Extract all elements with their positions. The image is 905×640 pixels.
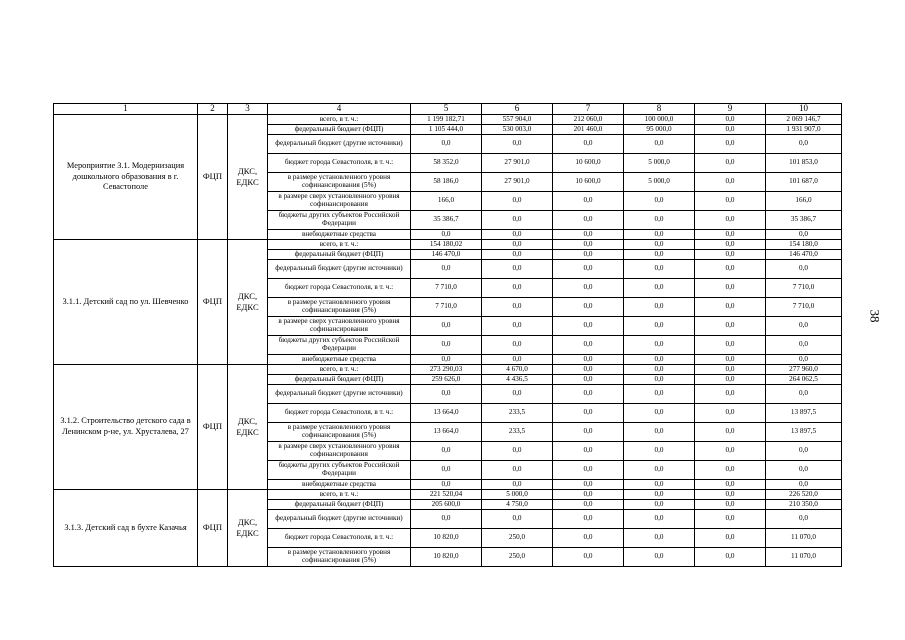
indicator-cell: в размере установленного уровня софинансирования (5%): [268, 173, 411, 192]
indicator-cell: федеральный бюджет (ФЦП): [268, 500, 411, 510]
value-cell: 0,0: [766, 442, 842, 461]
value-cell: 5 000,0: [624, 154, 695, 173]
value-cell: 0,0: [553, 317, 624, 336]
value-cell: 10 820,0: [411, 529, 482, 548]
value-cell: 205 600,0: [411, 500, 482, 510]
value-cell: 0,0: [624, 298, 695, 317]
value-cell: 0,0: [624, 480, 695, 490]
indicator-cell: всего, в т. ч.:: [268, 240, 411, 250]
section-name-cell: Мероприятие 3.1. Модернизация дошкольного образования в г. Севастополе: [54, 115, 198, 240]
value-cell: 0,0: [695, 279, 766, 298]
value-cell: 0,0: [482, 230, 553, 240]
value-cell: 4 436,5: [482, 375, 553, 385]
section-executor-cell: ДКС, ЕДКС: [228, 365, 268, 490]
header-cell: 2: [198, 104, 228, 115]
value-cell: 1 199 182,71: [411, 115, 482, 125]
indicator-cell: бюджеты других субъектов Российской Федерации: [268, 211, 411, 230]
value-cell: 0,0: [695, 365, 766, 375]
value-cell: 0,0: [482, 279, 553, 298]
value-cell: 0,0: [624, 279, 695, 298]
value-cell: 7 710,0: [411, 298, 482, 317]
indicator-cell: внебюджетные средства: [268, 480, 411, 490]
value-cell: 0,0: [553, 279, 624, 298]
value-cell: 0,0: [553, 355, 624, 365]
value-cell: 0,0: [553, 385, 624, 404]
value-cell: 0,0: [695, 260, 766, 279]
value-cell: 1 105 444,0: [411, 125, 482, 135]
value-cell: 0,0: [411, 336, 482, 355]
value-cell: 0,0: [553, 442, 624, 461]
value-cell: 0,0: [482, 192, 553, 211]
header-cell: 9: [695, 104, 766, 115]
value-cell: 0,0: [624, 529, 695, 548]
value-cell: 0,0: [695, 490, 766, 500]
value-cell: 27 901,0: [482, 173, 553, 192]
value-cell: 277 960,0: [766, 365, 842, 375]
value-cell: 10 600,0: [553, 154, 624, 173]
value-cell: 0,0: [695, 125, 766, 135]
value-cell: 7 710,0: [411, 279, 482, 298]
value-cell: 0,0: [695, 461, 766, 480]
section-source-cell: ФЦП: [198, 490, 228, 567]
value-cell: 0,0: [766, 480, 842, 490]
indicator-cell: федеральный бюджет (ФЦП): [268, 125, 411, 135]
indicator-cell: всего, в т. ч.:: [268, 365, 411, 375]
value-cell: 95 000,0: [624, 125, 695, 135]
value-cell: 0,0: [695, 500, 766, 510]
indicator-cell: в размере установленного уровня софинансирования (5%): [268, 298, 411, 317]
value-cell: 0,0: [624, 230, 695, 240]
value-cell: 0,0: [411, 135, 482, 154]
value-cell: 0,0: [624, 260, 695, 279]
value-cell: 2 069 146,7: [766, 115, 842, 125]
header-cell: 7: [553, 104, 624, 115]
value-cell: 0,0: [624, 135, 695, 154]
value-cell: 0,0: [553, 298, 624, 317]
value-cell: 0,0: [624, 192, 695, 211]
value-cell: 1 931 907,0: [766, 125, 842, 135]
indicator-cell: федеральный бюджет (другие источники): [268, 260, 411, 279]
value-cell: 0,0: [482, 298, 553, 317]
value-cell: 0,0: [624, 510, 695, 529]
table-row: [54, 115, 842, 125]
section-source-cell: ФЦП: [198, 365, 228, 490]
value-cell: 0,0: [482, 461, 553, 480]
value-cell: 0,0: [411, 317, 482, 336]
value-cell: 0,0: [482, 510, 553, 529]
value-cell: 11 070,0: [766, 548, 842, 567]
value-cell: 201 460,0: [553, 125, 624, 135]
value-cell: 250,0: [482, 548, 553, 567]
value-cell: 0,0: [695, 385, 766, 404]
value-cell: 0,0: [766, 355, 842, 365]
value-cell: 13 897,5: [766, 404, 842, 423]
value-cell: 0,0: [624, 336, 695, 355]
value-cell: 233,5: [482, 423, 553, 442]
value-cell: 0,0: [553, 375, 624, 385]
value-cell: 13 897,5: [766, 423, 842, 442]
indicator-cell: федеральный бюджет (другие источники): [268, 510, 411, 529]
value-cell: 10 600,0: [553, 173, 624, 192]
value-cell: 557 904,0: [482, 115, 553, 125]
value-cell: 0,0: [553, 135, 624, 154]
value-cell: 0,0: [695, 211, 766, 230]
value-cell: 0,0: [482, 442, 553, 461]
value-cell: 10 820,0: [411, 548, 482, 567]
budget-table: [53, 103, 842, 567]
value-cell: 0,0: [411, 230, 482, 240]
header-cell: 4: [268, 104, 411, 115]
value-cell: 0,0: [553, 240, 624, 250]
value-cell: 0,0: [695, 298, 766, 317]
value-cell: 0,0: [766, 385, 842, 404]
header-cell: 1: [54, 104, 198, 115]
indicator-cell: федеральный бюджет (ФЦП): [268, 250, 411, 260]
section-executor-cell: ДКС, ЕДКС: [228, 490, 268, 567]
header-cell: 8: [624, 104, 695, 115]
value-cell: 0,0: [624, 548, 695, 567]
value-cell: 11 070,0: [766, 529, 842, 548]
value-cell: 154 180,02: [411, 240, 482, 250]
value-cell: 0,0: [411, 260, 482, 279]
value-cell: 166,0: [411, 192, 482, 211]
value-cell: 0,0: [553, 510, 624, 529]
value-cell: 101 853,0: [766, 154, 842, 173]
value-cell: 27 901,0: [482, 154, 553, 173]
value-cell: 146 470,0: [766, 250, 842, 260]
indicator-cell: в размере сверх установленного уровня софинансирования: [268, 192, 411, 211]
value-cell: 0,0: [766, 230, 842, 240]
value-cell: 0,0: [624, 317, 695, 336]
value-cell: 0,0: [553, 500, 624, 510]
value-cell: 0,0: [482, 250, 553, 260]
value-cell: 210 350,0: [766, 500, 842, 510]
value-cell: 0,0: [695, 317, 766, 336]
section-name-cell: 3.1.2. Строительство детского сада в Ленинском р-не, ул. Хрусталева, 27: [54, 365, 198, 490]
value-cell: 0,0: [624, 461, 695, 480]
value-cell: 530 003,0: [482, 125, 553, 135]
section-source-cell: ФЦП: [198, 240, 228, 365]
table-row: [54, 365, 842, 375]
value-cell: 0,0: [695, 250, 766, 260]
value-cell: 0,0: [411, 510, 482, 529]
value-cell: 264 062,5: [766, 375, 842, 385]
value-cell: 0,0: [482, 385, 553, 404]
value-cell: 0,0: [695, 355, 766, 365]
section-name-cell: 3.1.3. Детский сад в бухте Казачья: [54, 490, 198, 567]
value-cell: 154 180,0: [766, 240, 842, 250]
indicator-cell: федеральный бюджет (другие источники): [268, 385, 411, 404]
header-cell: 6: [482, 104, 553, 115]
value-cell: 0,0: [695, 548, 766, 567]
value-cell: 0,0: [624, 211, 695, 230]
table-row: [54, 240, 842, 250]
indicator-cell: бюджеты других субъектов Российской Федерации: [268, 336, 411, 355]
value-cell: 0,0: [695, 230, 766, 240]
value-cell: 0,0: [482, 240, 553, 250]
value-cell: 0,0: [624, 240, 695, 250]
indicator-cell: в размере сверх установленного уровня софинансирования: [268, 317, 411, 336]
value-cell: 226 520,0: [766, 490, 842, 500]
value-cell: 0,0: [482, 355, 553, 365]
indicator-cell: внебюджетные средства: [268, 230, 411, 240]
value-cell: 0,0: [553, 211, 624, 230]
value-cell: 0,0: [695, 336, 766, 355]
value-cell: 0,0: [624, 375, 695, 385]
value-cell: 0,0: [553, 336, 624, 355]
value-cell: 0,0: [695, 192, 766, 211]
value-cell: 0,0: [482, 260, 553, 279]
indicator-cell: бюджет города Севастополя, в т. ч.:: [268, 529, 411, 548]
value-cell: 7 710,0: [766, 298, 842, 317]
section-executor-cell: ДКС, ЕДКС: [228, 115, 268, 240]
value-cell: 4 670,0: [482, 365, 553, 375]
value-cell: 233,5: [482, 404, 553, 423]
indicator-cell: бюджет города Севастополя, в т. ч.:: [268, 404, 411, 423]
indicator-cell: внебюджетные средства: [268, 355, 411, 365]
value-cell: 0,0: [624, 385, 695, 404]
value-cell: 13 664,0: [411, 423, 482, 442]
value-cell: 0,0: [624, 250, 695, 260]
indicator-cell: бюджеты других субъектов Российской Федерации: [268, 461, 411, 480]
value-cell: 35 386,7: [766, 211, 842, 230]
section-name-cell: 3.1.1. Детский сад по ул. Шевченко: [54, 240, 198, 365]
value-cell: 250,0: [482, 529, 553, 548]
value-cell: 0,0: [553, 260, 624, 279]
value-cell: 35 386,7: [411, 211, 482, 230]
value-cell: 0,0: [553, 230, 624, 240]
value-cell: 0,0: [766, 336, 842, 355]
value-cell: 0,0: [411, 355, 482, 365]
value-cell: 0,0: [766, 461, 842, 480]
value-cell: 0,0: [411, 385, 482, 404]
value-cell: 0,0: [624, 442, 695, 461]
header-cell: 10: [766, 104, 842, 115]
value-cell: 0,0: [553, 490, 624, 500]
value-cell: 0,0: [695, 240, 766, 250]
value-cell: 0,0: [411, 480, 482, 490]
value-cell: 212 060,0: [553, 115, 624, 125]
indicator-cell: бюджет города Севастополя, в т. ч.:: [268, 279, 411, 298]
value-cell: 0,0: [695, 423, 766, 442]
value-cell: 166,0: [766, 192, 842, 211]
value-cell: 5 000,0: [624, 173, 695, 192]
value-cell: 0,0: [695, 510, 766, 529]
table-body: [54, 115, 842, 567]
value-cell: 273 290,03: [411, 365, 482, 375]
value-cell: 0,0: [482, 317, 553, 336]
indicator-cell: в размере установленного уровня софинансирования (5%): [268, 548, 411, 567]
value-cell: 0,0: [695, 404, 766, 423]
section-source-cell: ФЦП: [198, 115, 228, 240]
value-cell: 13 664,0: [411, 404, 482, 423]
indicator-cell: всего, в т. ч.:: [268, 490, 411, 500]
value-cell: 0,0: [695, 173, 766, 192]
indicator-cell: в размере сверх установленного уровня софинансирования: [268, 442, 411, 461]
value-cell: 0,0: [695, 442, 766, 461]
value-cell: 0,0: [695, 529, 766, 548]
value-cell: 0,0: [411, 461, 482, 480]
value-cell: 0,0: [766, 317, 842, 336]
value-cell: 4 750,0: [482, 500, 553, 510]
value-cell: 0,0: [553, 250, 624, 260]
value-cell: 0,0: [766, 510, 842, 529]
value-cell: 0,0: [624, 365, 695, 375]
value-cell: 100 000,0: [624, 115, 695, 125]
value-cell: 0,0: [482, 211, 553, 230]
value-cell: 0,0: [624, 423, 695, 442]
value-cell: 0,0: [695, 480, 766, 490]
header-row: [54, 104, 842, 115]
value-cell: 58 352,0: [411, 154, 482, 173]
value-cell: 0,0: [553, 461, 624, 480]
value-cell: 0,0: [624, 355, 695, 365]
value-cell: 7 710,0: [766, 279, 842, 298]
value-cell: 0,0: [624, 500, 695, 510]
value-cell: 0,0: [553, 404, 624, 423]
value-cell: 0,0: [695, 115, 766, 125]
value-cell: 0,0: [766, 135, 842, 154]
value-cell: 0,0: [553, 423, 624, 442]
value-cell: 5 000,0: [482, 490, 553, 500]
header-cell: 5: [411, 104, 482, 115]
value-cell: 0,0: [624, 490, 695, 500]
indicator-cell: всего, в т. ч.:: [268, 115, 411, 125]
value-cell: 0,0: [411, 442, 482, 461]
value-cell: 58 186,0: [411, 173, 482, 192]
section-executor-cell: ДКС, ЕДКС: [228, 240, 268, 365]
value-cell: 0,0: [553, 192, 624, 211]
value-cell: 0,0: [482, 480, 553, 490]
value-cell: 0,0: [553, 529, 624, 548]
value-cell: 0,0: [766, 260, 842, 279]
value-cell: 0,0: [695, 375, 766, 385]
value-cell: 0,0: [553, 365, 624, 375]
table-row: [54, 490, 842, 500]
value-cell: 0,0: [553, 480, 624, 490]
value-cell: 0,0: [624, 404, 695, 423]
value-cell: 0,0: [482, 135, 553, 154]
indicator-cell: бюджет города Севастополя, в т. ч.:: [268, 154, 411, 173]
value-cell: 221 520,04: [411, 490, 482, 500]
page-number: 38: [867, 309, 883, 323]
indicator-cell: федеральный бюджет (другие источники): [268, 135, 411, 154]
value-cell: 259 626,0: [411, 375, 482, 385]
value-cell: 101 687,0: [766, 173, 842, 192]
value-cell: 0,0: [695, 135, 766, 154]
value-cell: 0,0: [482, 336, 553, 355]
header-cell: 3: [228, 104, 268, 115]
value-cell: 0,0: [553, 548, 624, 567]
value-cell: 0,0: [695, 154, 766, 173]
indicator-cell: в размере установленного уровня софинансирования (5%): [268, 423, 411, 442]
indicator-cell: федеральный бюджет (ФЦП): [268, 375, 411, 385]
value-cell: 146 470,0: [411, 250, 482, 260]
